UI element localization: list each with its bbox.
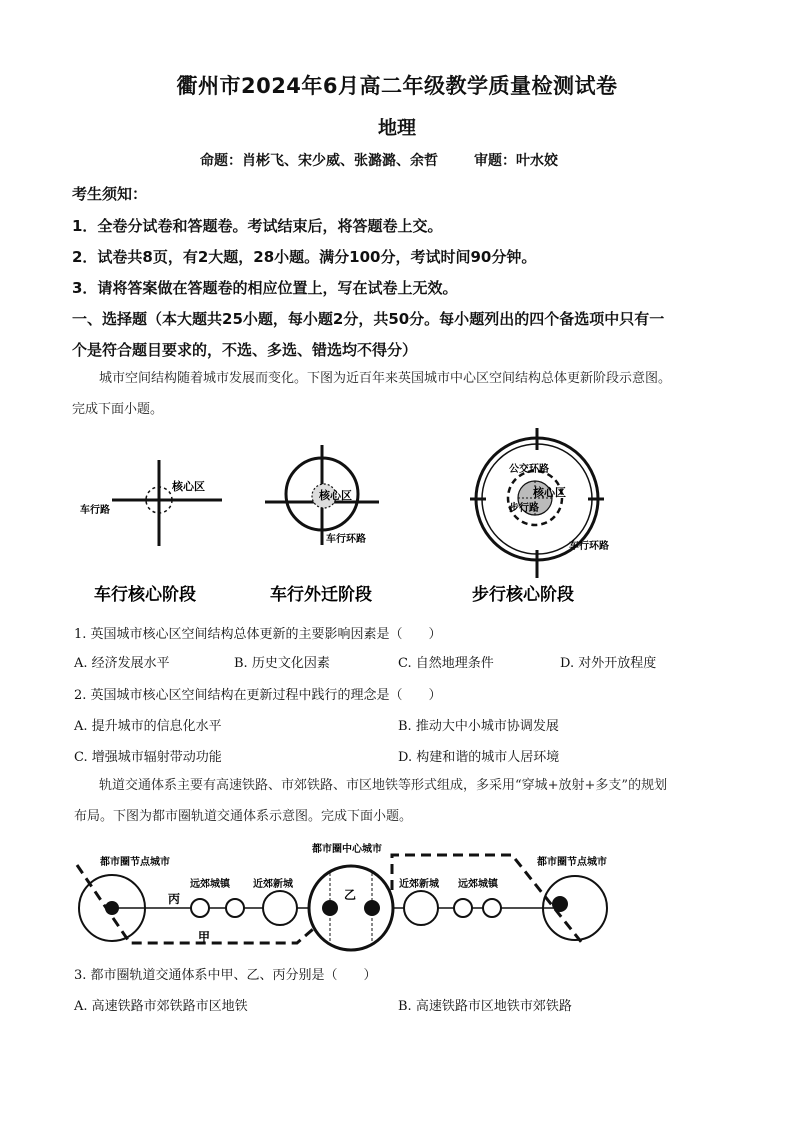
authors-text: 命题：肖彬飞、宋少威、张潞潞、余哲 <box>200 153 438 169</box>
stage2-diagram <box>265 445 379 605</box>
stage3-core-label: 核心区 <box>533 486 566 499</box>
stage2-caption: 车行外迁阶段 <box>270 585 372 605</box>
far-town-left-1 <box>191 899 209 917</box>
far-town-right-label: 远郊城镇 <box>458 879 498 890</box>
stage1-core-label: 核心区 <box>172 480 205 493</box>
right-node-label: 都市圈节点城市 <box>537 857 607 868</box>
q1-option-c: C. 自然地理条件 <box>398 656 494 671</box>
q2-option-a: A. 提升城市的信息化水平 <box>74 719 222 734</box>
figure-metro-rail-system <box>72 835 632 955</box>
q1-option-d: D. 对外开放程度 <box>560 656 657 671</box>
question-2-stem: 2. 英国城市核心区空间结构在更新过程中践行的理念是（ ） <box>74 688 442 703</box>
stage2-ring-label: 车行环路 <box>326 534 366 545</box>
notice-item: 3．请将答案做在答题卷的相应位置上，写在试卷上无效。 <box>72 279 458 297</box>
stage3-ring-label: 车行环路 <box>569 541 609 552</box>
exam-subject: 地理 <box>377 117 416 139</box>
near-city-left-label: 近郊新城 <box>253 879 293 890</box>
far-town-left-2 <box>226 899 244 917</box>
section-heading-line1: 一、选择题（本大题共25小题，每小题2分，共50分。每小题列出的四个备选项中只有一 <box>72 310 665 328</box>
exam-authors <box>200 150 558 170</box>
notice-item: 2．试卷共8页，有2大题，28小题。满分100分，考试时间90分钟。 <box>72 248 537 266</box>
passage1-line2: 完成下面小题。 <box>72 402 164 417</box>
question-3-stem: 3. 都市圈轨道交通体系中甲、乙、丙分别是（ ） <box>74 968 377 983</box>
passage2-line2: 布局。下图为都市圈轨道交通体系示意图。完成下面小题。 <box>74 809 413 824</box>
far-town-right-2 <box>483 899 501 917</box>
near-city-right <box>404 891 438 925</box>
label-bing: 丙 <box>168 892 181 906</box>
left-node-label: 都市圈节点城市 <box>100 857 170 868</box>
stage3-walk-label: 步行路 <box>509 503 539 514</box>
stage2-core-label: 核心区 <box>319 489 352 502</box>
q1-option-a: A. 经济发展水平 <box>74 656 170 671</box>
stage1-road-label: 车行路 <box>80 505 110 516</box>
figure-urban-core-stages <box>72 428 632 610</box>
q2-option-d: D. 构建和谐的城市人居环境 <box>398 750 560 765</box>
center-city-label: 都市圈中心城市 <box>312 844 382 855</box>
stage1-caption: 车行核心阶段 <box>94 585 196 605</box>
label-yi: 乙 <box>344 888 357 902</box>
right-node-station <box>552 896 568 912</box>
stage3-caption: 步行核心阶段 <box>472 585 574 605</box>
center-city <box>309 866 393 950</box>
q3-option-b: B. 高速铁路市区地铁市郊铁路 <box>398 999 572 1014</box>
q3-option-a: A. 高速铁路市郊铁路市区地铁 <box>74 999 248 1014</box>
question-1-stem: 1. 英国城市核心区空间结构总体更新的主要影响因素是（ ） <box>74 627 442 642</box>
label-jia: 甲 <box>198 930 211 944</box>
far-town-right-1 <box>454 899 472 917</box>
notice-heading: 考生须知： <box>72 185 148 203</box>
passage1-line1: 城市空间结构随着城市发展而变化。下图为近百年来英国城市中心区空间结构总体更新阶段示意图。 <box>99 371 672 386</box>
stage1-diagram <box>80 460 222 605</box>
q1-option-b: B. 历史文化因素 <box>234 656 330 671</box>
section-heading-line2: 个是符合题目要求的，不选、多选、错选均不得分） <box>72 341 418 359</box>
q2-option-c: C. 增强城市辐射带动功能 <box>74 750 222 765</box>
passage2-line1: 轨道交通体系主要有高速铁路、市郊铁路、市区地铁等形式组成，多采用“穿城+放射+多支”的规划 <box>99 778 668 793</box>
left-node-station <box>105 901 119 915</box>
exam-title: 衢州市2024年6月高二年级教学质量检测试卷 <box>176 74 618 98</box>
far-town-left-label: 远郊城镇 <box>190 879 230 890</box>
reviewer-text: 审题：叶水姣 <box>474 153 558 169</box>
near-city-left <box>263 891 297 925</box>
stage3-bus-label: 公交环路 <box>509 464 549 475</box>
notice-item: 1．全卷分试卷和答题卷。考试结束后，将答题卷上交。 <box>72 217 443 235</box>
near-city-right-label: 近郊新城 <box>399 879 439 890</box>
stage3-diagram <box>470 428 609 605</box>
q2-option-b: B. 推动大中小城市协调发展 <box>398 719 559 734</box>
